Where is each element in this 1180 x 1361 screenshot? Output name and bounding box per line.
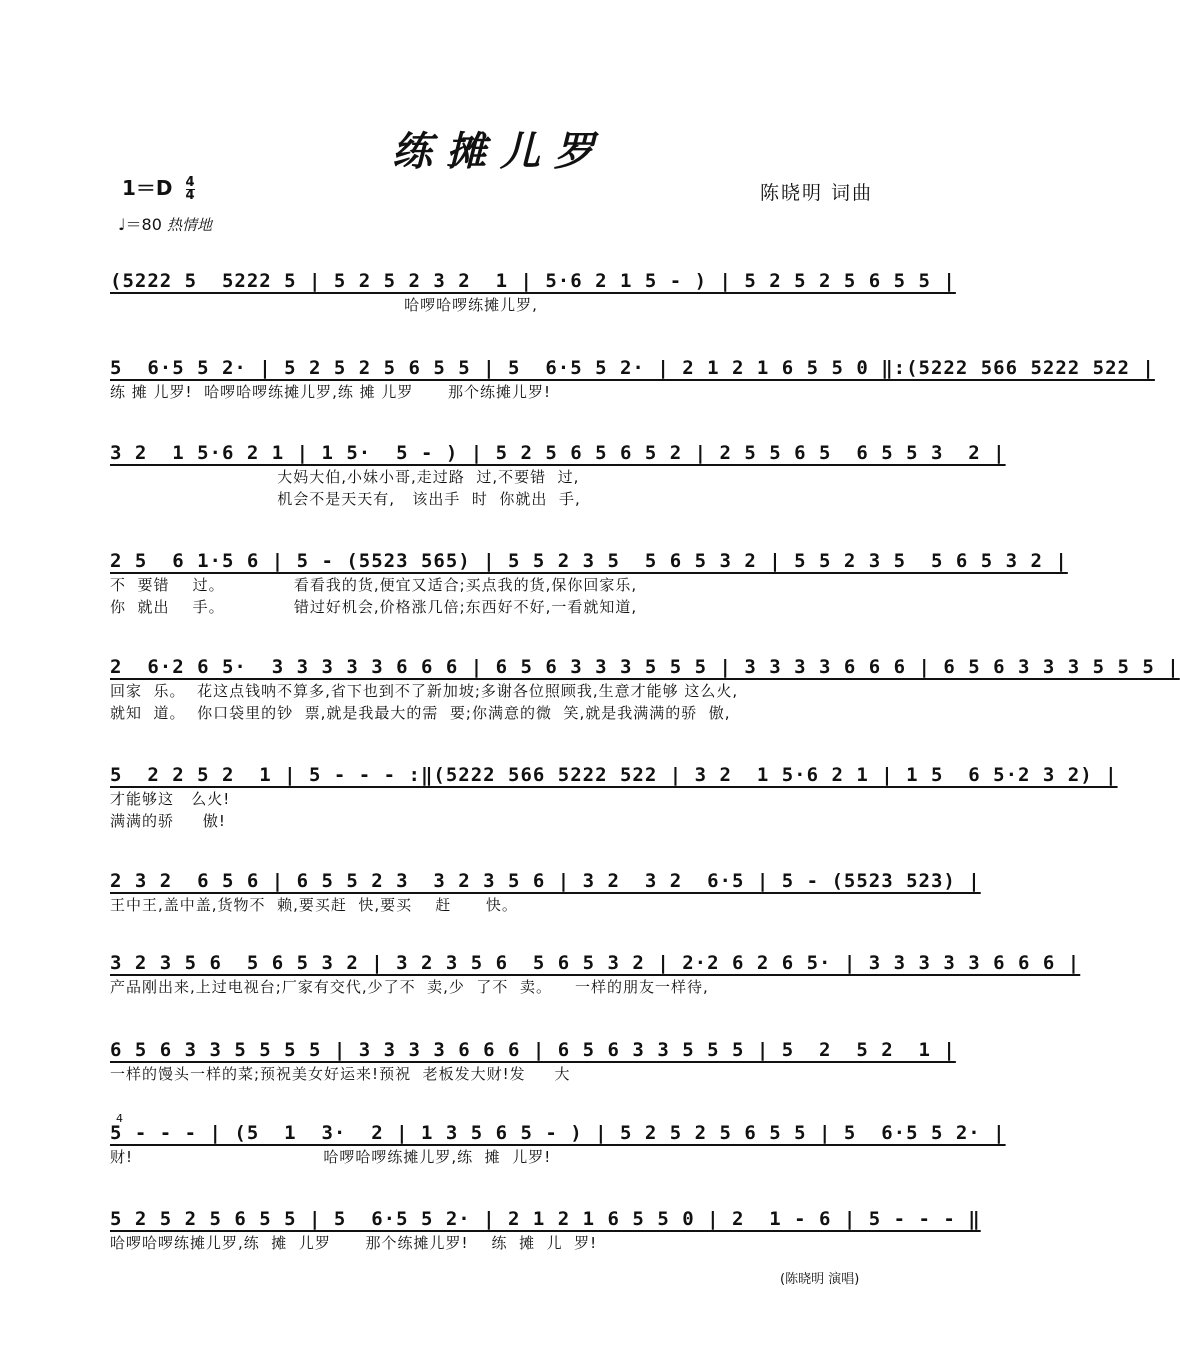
lyric-line: 回家 乐。 花这点钱呐不算多,省下也到不了新加坡;多谢各位照顾我,生意才能够 这么火, bbox=[110, 682, 739, 700]
notation-line: 3 2 1 5·6 2 1 | 1 5· 5 - ) | 5 2 5 6 5 6 5 2 | 2 5 5 6 5 6 5 5 3 2 | bbox=[110, 442, 1006, 464]
score-system bbox=[110, 440, 1006, 510]
notation-line: 2 6·2 6 5· 3 3 3 3 3 6 6 6 | 6 5 6 3 3 3 5 5 5 | 3 3 3 3 6 6 6 | 6 5 6 3 3 3 5 5 5 | bbox=[110, 656, 1180, 678]
lyric-line: 大妈大伯,小妹小哥,走过路 过,不要错 过, bbox=[110, 468, 580, 486]
notation-line: 5 2 2 5 2 1 | 5 - - - :‖(5222 566 5222 522 | 3 2 1 5·6 2 1 | 1 5 6 5·2 3 2) | bbox=[110, 764, 1118, 786]
lyric-line: 就知 道。 你口袋里的钞 票,就是我最大的需 要;你满意的微 笑,就是我满满的骄 傲, bbox=[110, 704, 731, 722]
key-signature bbox=[122, 172, 195, 202]
score-system bbox=[110, 1037, 956, 1085]
quarter-note-icon: ♩ bbox=[118, 215, 126, 234]
performer-credit: (陈晓明 演唱) bbox=[780, 1272, 860, 1287]
lyric-line: 机会不是天天有, 该出手 时 你就出 手, bbox=[110, 490, 581, 508]
notation-line: 2 3 2 6 5 6 | 6 5 5 2 3 3 2 3 5 6 | 3 2 3 2 6·5 | 5 - (5523 523) | bbox=[110, 870, 981, 892]
score-system bbox=[110, 950, 1081, 998]
score-system bbox=[110, 355, 1155, 403]
lyric-line: 财! 哈啰哈啰练摊儿罗,练 摊 儿罗! bbox=[110, 1148, 552, 1166]
notation-line: 2 5 6 1·5 6 | 5 - (5523 565) | 5 5 2 3 5 5 6 5 3 2 | 5 5 2 3 5 5 6 5 3 2 | bbox=[110, 550, 1068, 572]
time-signature bbox=[186, 177, 195, 202]
lyric-line: 一样的馒头一样的菜;预祝美女好运来!预祝 老板发大财!发 大 bbox=[110, 1065, 571, 1083]
score-system bbox=[110, 868, 981, 916]
score-system bbox=[110, 548, 1068, 618]
lyric-line: 不 要错 过。 看看我的货,便宜又适合;买点我的货,保你回家乐, bbox=[110, 576, 638, 594]
lyric-line: 王中王,盖中盖,货物不 赖,要买赶 快,要买 赶 快。 bbox=[110, 896, 518, 914]
notation-line: 5 - - - | (5 1 3· 2 | 1 3 5 6 5 - ) | 5 2 5 2 5 6 5 5 | 5 6·5 5 2· | bbox=[110, 1122, 1006, 1144]
lyric-line: 你 就出 手。 错过好机会,价格涨几倍;东西好不好,一看就知道, bbox=[110, 598, 638, 616]
notation-line: 5 2 5 2 5 6 5 5 | 5 6·5 5 2· | 2 1 2 1 6 5 5 0 | 2 1 - 6 | 5 - - - ‖ bbox=[110, 1208, 981, 1230]
pickup-mark: 4 bbox=[116, 1112, 123, 1125]
score-system bbox=[110, 1206, 981, 1254]
lyric-line: 产品刚出来,上过电视台;厂家有交代,少了不 卖,少 了不 卖。 一样的朋友一样待, bbox=[110, 978, 709, 996]
tempo-marking bbox=[118, 212, 212, 235]
tempo-value: ＝80 bbox=[125, 215, 162, 234]
song-title: 练摊儿罗 bbox=[392, 128, 608, 175]
lyric-line: 才能够这 么火! bbox=[110, 790, 231, 808]
lyric-line: 练 摊 儿罗! 哈啰哈啰练摊儿罗,练 摊 儿罗 那个练摊儿罗! bbox=[110, 383, 552, 401]
notation-line: 3 2 3 5 6 5 6 5 3 2 | 3 2 3 5 6 5 6 5 3 2 | 2·2 6 2 6 5· | 3 3 3 3 3 6 6 6 | bbox=[110, 952, 1081, 974]
score-system bbox=[110, 654, 1180, 724]
time-denominator: 4 bbox=[185, 188, 195, 203]
score-system bbox=[110, 762, 1118, 832]
composer-credit: 陈晓明 词曲 bbox=[760, 182, 874, 204]
score-system bbox=[110, 1120, 1006, 1168]
notation-line: 6 5 6 3 3 5 5 5 5 | 3 3 3 3 6 6 6 | 6 5 6 3 3 5 5 5 | 5 2 5 2 1 | bbox=[110, 1039, 956, 1061]
lyric-line: 满满的骄 傲! bbox=[110, 812, 226, 830]
key-text: 1＝D bbox=[122, 176, 173, 200]
lyric-line: 哈啰哈啰练摊儿罗, bbox=[110, 296, 538, 314]
tempo-mood: 热情地 bbox=[167, 216, 213, 234]
time-numerator: 4 bbox=[185, 175, 195, 190]
notation-line: (5222 5 5222 5 | 5 2 5 2 3 2 1 | 5·6 2 1 5 - ) | 5 2 5 2 5 6 5 5 | bbox=[110, 270, 956, 292]
notation-line: 5 6·5 5 2· | 5 2 5 2 5 6 5 5 | 5 6·5 5 2· | 2 1 2 1 6 5 5 0 ‖:(5222 566 5222 522 | bbox=[110, 357, 1155, 379]
lyric-line: 哈啰哈啰练摊儿罗,练 摊 儿罗 那个练摊儿罗! 练 摊 儿 罗! bbox=[110, 1234, 598, 1252]
score-system bbox=[110, 268, 956, 316]
